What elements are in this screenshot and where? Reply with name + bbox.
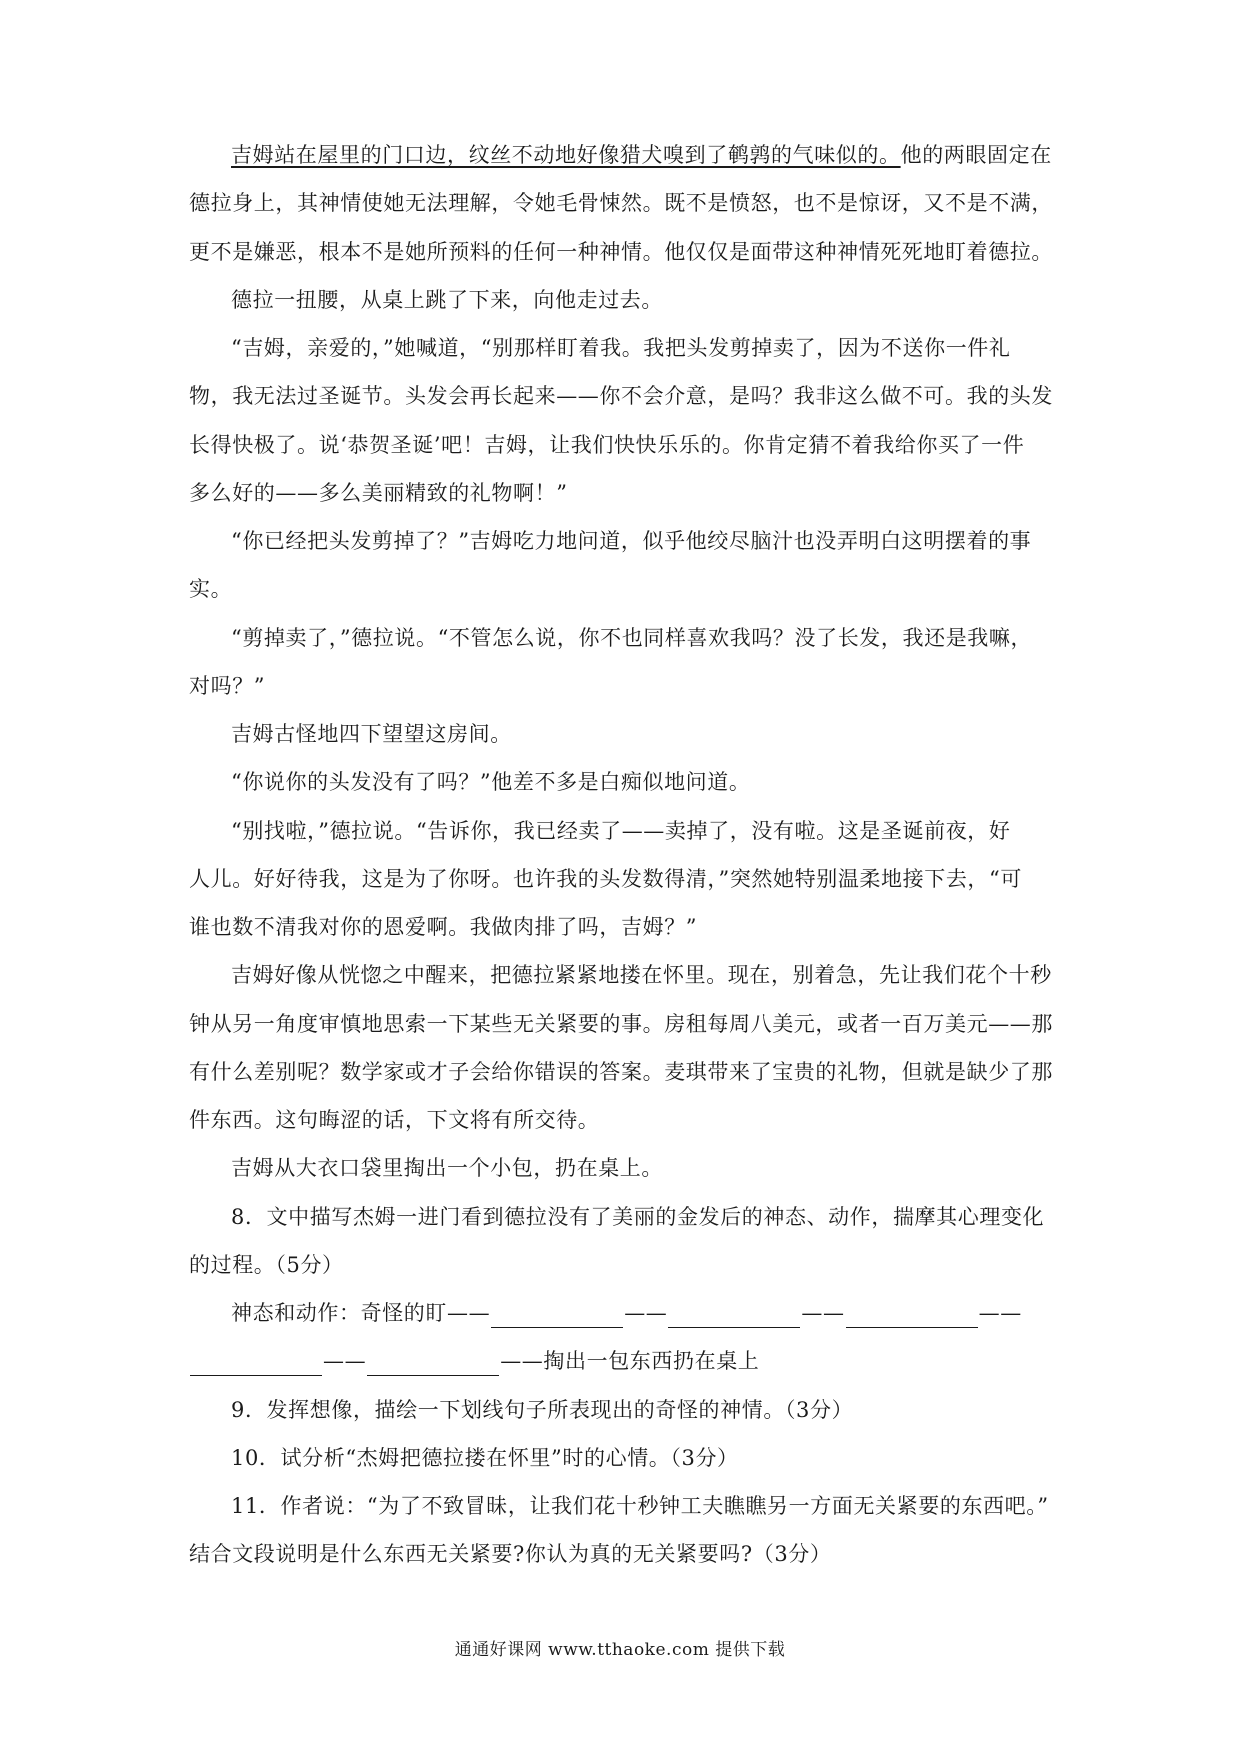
passage-line: 德拉一扭腰，从桌上跳了下来，向他走过去。 (231, 288, 663, 312)
answer-blank-2[interactable] (668, 1303, 800, 1328)
fill-end: ——掏出一包东西扔在桌上 (500, 1349, 760, 1373)
passage-line: “别找啦，”德拉说。“告诉你，我已经卖了——卖掉了，没有啦。这是圣诞前夜，好 (231, 819, 1011, 843)
answer-blank-5[interactable] (367, 1351, 499, 1376)
passage-line: 对吗？” (189, 674, 266, 698)
question-8-cont: 的过程。（5分） (189, 1253, 344, 1277)
passage-line: 吉姆古怪地四下望望这房间。 (231, 722, 512, 746)
passage-line: “你已经把头发剪掉了？”吉姆吃力地问道，似乎他绞尽脑汁也没弄明白这明摆着的事 (231, 529, 1032, 553)
page-footer: 通通好课网 www.tthaoke.com 提供下载 (454, 1640, 786, 1660)
passage-line: 钟从另一角度审慎地思索一下某些无关紧要的事。房租每周八美元，或者一百万美元——那 (189, 1012, 1053, 1036)
question-8-fill-row-1 (231, 1298, 1057, 1328)
passage-line: 更不是嫌恶，根本不是她所预料的任何一种神情。他仅仅是面带这种神情死死地盯着德拉。 (189, 240, 1053, 264)
passage-line: 多么好的——多么美丽精致的礼物啊！” (189, 481, 568, 505)
passage-text: 他的两眼固定在 (900, 143, 1052, 167)
answer-blank-1[interactable] (491, 1303, 623, 1328)
passage-line: 谁也数不清我对你的恩爱啊。我做肉排了吗，吉姆？” (189, 915, 698, 939)
answer-blank-3[interactable] (846, 1303, 978, 1328)
passage-line: 有什么差别呢？数学家或才子会给你错误的答案。麦琪带来了宝贵的礼物，但就是缺少了那 (189, 1060, 1053, 1084)
passage-line: 物，我无法过圣诞节。头发会再长起来——你不会介意，是吗？我非这么做不可。我的头发 (189, 384, 1053, 408)
passage-line: 实。 (189, 577, 233, 601)
question-11: 11．作者说：“为了不致冒昧，让我们花十秒钟工夫瞧瞧另一方面无关紧要的东西吧。” (231, 1494, 1049, 1518)
dash: —— (978, 1301, 1022, 1325)
passage-line: 吉姆从大衣口袋里掏出一个小包，扔在桌上。 (231, 1156, 663, 1180)
passage-line: 吉姆好像从恍惚之中醒来，把德拉紧紧地搂在怀里。现在，别着急，先让我们花个十秒 (231, 963, 1052, 987)
passage-line: “吉姆，亲爱的，”她喊道，“别那样盯着我。我把头发剪掉卖了，因为不送你一件礼 (231, 336, 1011, 360)
question-8: 8．文中描写杰姆一进门看到德拉没有了美丽的金发后的神态、动作，揣摩其心理变化 (231, 1205, 1045, 1229)
question-8-fill-row-2 (189, 1346, 1057, 1376)
fill-label: 神态和动作：奇怪的盯—— (231, 1301, 491, 1325)
passage-line: 德拉身上，其神情使她无法理解，令她毛骨悚然。既不是愤怒，也不是惊讶，又不是不满， (189, 191, 1053, 215)
passage-line: 件东西。这句晦涩的话，下文将有所交待。 (189, 1108, 600, 1132)
question-10: 10．试分析“杰姆把德拉搂在怀里”时的心情。（3分） (231, 1446, 739, 1470)
question-9: 9．发挥想像，描绘一下划线句子所表现出的奇怪的神情。（3分） (231, 1398, 854, 1422)
answer-blank-4[interactable] (190, 1351, 322, 1376)
passage-line (231, 140, 1057, 170)
dash: —— (801, 1301, 845, 1325)
underlined-sentence: 吉姆站在屋里的门口边，纹丝不动地好像猎犬嗅到了鹌鹑的气味似的。 (231, 143, 901, 167)
passage-line: 长得快极了。说‘恭贺圣诞’吧！吉姆，让我们快快乐乐的。你肯定猜不着我给你买了一件 (189, 433, 1025, 457)
passage-line: 人儿。好好待我，这是为了你呀。也许我的头发数得清，”突然她特别温柔地接下去，“可 (189, 867, 1022, 891)
question-11-cont: 结合文段说明是什么东西无关紧要?你认为真的无关紧要吗?（3分） (189, 1542, 832, 1566)
dash: —— (624, 1301, 668, 1325)
passage-line: “你说你的头发没有了吗？”他差不多是白痴似地问道。 (231, 770, 751, 794)
passage-line: “剪掉卖了，”德拉说。“不管怎么说，你不也同样喜欢我吗？没了长发，我还是我嘛， (231, 626, 1033, 650)
dash: —— (323, 1349, 367, 1373)
